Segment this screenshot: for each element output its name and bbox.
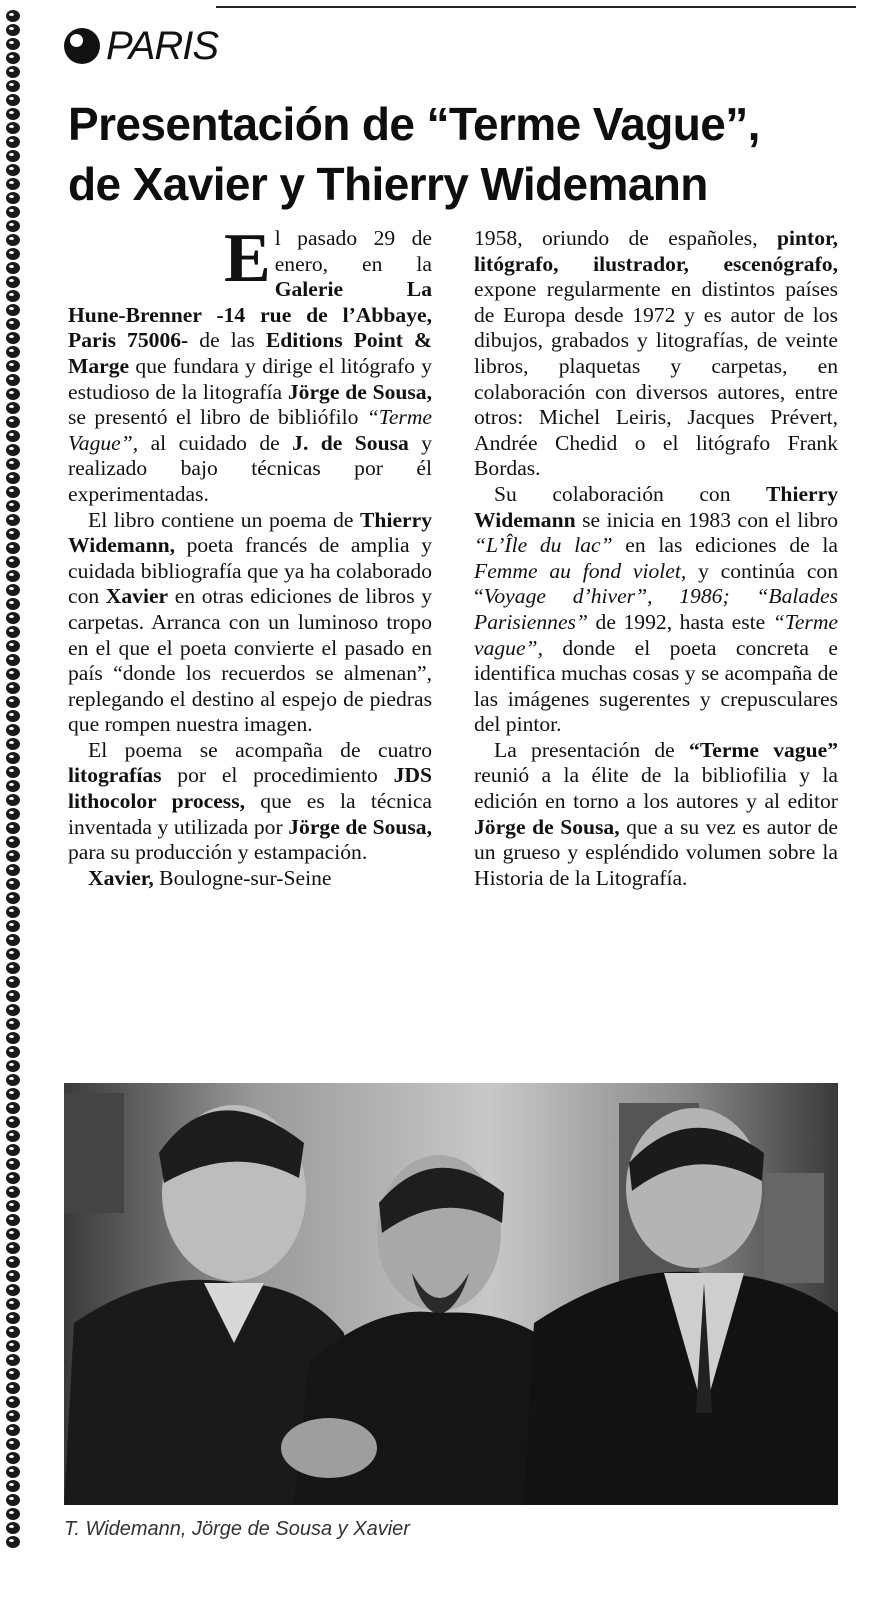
border-dot [6, 1004, 20, 1016]
border-dot [6, 374, 20, 386]
article-column-right [474, 226, 838, 891]
text-run: poeta francés de amplia y cuidada bibliografía que ya ha colaborado con [68, 533, 432, 609]
border-dot [6, 360, 20, 372]
border-dot [6, 696, 20, 708]
border-dot [6, 836, 20, 848]
border-dot [6, 626, 20, 638]
border-dot [6, 1452, 20, 1464]
border-dot [6, 850, 20, 862]
border-dot [6, 598, 20, 610]
border-dot [6, 976, 20, 988]
border-dot [6, 934, 20, 946]
border-dot [6, 1382, 20, 1394]
text-run: Galerie La Hune-Brenner -14 rue de l’Abbaye, Paris 75006- [68, 277, 432, 353]
text-run: Xavier [105, 584, 169, 609]
text-run: El poema se acompaña de cuatro [88, 737, 432, 762]
border-dot [6, 1032, 20, 1044]
text-run: que fundara y dirige el litógrafo y estudioso de la litografía [68, 353, 432, 404]
group-photo [64, 1083, 838, 1505]
section-label: PARIS [106, 23, 219, 68]
border-dot [6, 1536, 20, 1548]
text-run: reunió a la élite de la bibliofilia y la edición en torno a los autores y al editor [474, 763, 838, 814]
border-dot [6, 1158, 20, 1170]
text-run: en las ediciones de la [612, 533, 839, 558]
text-run: de 1992, hasta este [587, 609, 773, 634]
border-dot [6, 1340, 20, 1352]
border-dot [6, 1200, 20, 1212]
text-run: se presentó el libro de bibliófilo [68, 405, 367, 430]
border-dot [6, 570, 20, 582]
border-dot [6, 682, 20, 694]
border-dot [6, 402, 20, 414]
border-dot [6, 1088, 20, 1100]
border-dot [6, 1326, 20, 1338]
border-dot [6, 458, 20, 470]
border-dot [6, 1046, 20, 1058]
border-dot [6, 766, 20, 778]
text-run: l pasado 29 de enero, en la [274, 226, 432, 276]
border-dot [6, 52, 20, 64]
border-dot [6, 1368, 20, 1380]
border-dot [6, 920, 20, 932]
border-dot [6, 1424, 20, 1436]
border-dot [6, 738, 20, 750]
right-paragraph-3 [474, 738, 838, 892]
border-dot [6, 444, 20, 456]
circle-pie-icon [64, 28, 100, 64]
right-paragraph-2 [474, 482, 838, 738]
border-dot [6, 1410, 20, 1422]
border-dot [6, 948, 20, 960]
border-dot [6, 10, 20, 22]
border-dot [6, 346, 20, 358]
top-rule [216, 6, 856, 8]
border-dot [6, 752, 20, 764]
border-dot [6, 1466, 20, 1478]
border-dot [6, 990, 20, 1002]
border-dot [6, 192, 20, 204]
border-dot [6, 724, 20, 736]
border-dot [6, 1242, 20, 1254]
headline [68, 94, 858, 214]
border-dot [6, 1060, 20, 1072]
border-dot [6, 1256, 20, 1268]
border-dot [6, 794, 20, 806]
text-run: Thierry Widemann, [68, 507, 432, 558]
border-dot [6, 94, 20, 106]
border-dot [6, 304, 20, 316]
dotted-border [0, 0, 26, 1560]
border-dot [6, 1074, 20, 1086]
border-dot [6, 780, 20, 792]
border-dot [6, 1018, 20, 1030]
text-run: que a su vez es autor de un grueso y espléndido volumen sobre la Historia de la Litografía. [474, 814, 838, 890]
text-run: Boulogne-sur-Seine [153, 865, 332, 890]
text-run: Femme au fond violet, [474, 558, 687, 583]
border-dot [6, 234, 20, 246]
text-run: 1958, oriundo de españoles, [474, 226, 777, 250]
drop-cap: E [224, 220, 271, 297]
text-run: Thierry Widemann [474, 481, 838, 532]
text-run: en otras ediciones de libros y carpetas. Arranca con un luminoso tropo en el que el poeta convierte el pasado en país “donde los recuerdos se almenan”, replegando el destino al espejo de piedras que rompen nuestra imagen. [68, 584, 432, 737]
border-dot [6, 206, 20, 218]
text-run: “Terme vague” [689, 737, 838, 762]
border-dot [6, 668, 20, 680]
border-dot [6, 1214, 20, 1226]
border-dot [6, 808, 20, 820]
left-paragraph-3 [68, 738, 432, 866]
border-dot [6, 1284, 20, 1296]
border-dot [6, 1438, 20, 1450]
border-dot [6, 612, 20, 624]
border-dot [6, 640, 20, 652]
border-dot [6, 66, 20, 78]
text-run: y realizado bajo técnicas por él experimentadas. [68, 430, 432, 506]
text-run: “L’Île du lac” [474, 533, 613, 558]
border-dot [6, 556, 20, 568]
border-dot [6, 122, 20, 134]
text-run: se inicia en 1983 con el libro [575, 507, 838, 532]
border-dot [6, 1116, 20, 1128]
border-dot [6, 290, 20, 302]
text-run: Jörge de Sousa, [287, 379, 432, 404]
border-dot [6, 1480, 20, 1492]
border-dot [6, 892, 20, 904]
border-dot [6, 906, 20, 918]
border-dot [6, 1102, 20, 1114]
border-dot [6, 654, 20, 666]
text-run: al cuidado de [138, 430, 293, 455]
photo-caption: T. Widemann, Jörge de Sousa y Xavier [64, 1518, 410, 1540]
text-run: y continúa con “ [474, 558, 838, 609]
border-dot [6, 1172, 20, 1184]
border-dot [6, 1508, 20, 1520]
left-paragraph-2 [68, 508, 432, 738]
text-run: Editions Point & Marge [68, 328, 432, 378]
border-dot [6, 500, 20, 512]
text-run: La presentación de [494, 737, 690, 762]
text-run: “Terme Vague”, [68, 405, 432, 455]
border-dot [6, 1396, 20, 1408]
text-run: Xavier, [88, 865, 154, 890]
border-dot [6, 38, 20, 50]
text-run: por el procedimiento [161, 763, 394, 788]
border-dot [6, 1522, 20, 1534]
border-dot [6, 136, 20, 148]
border-dot [6, 1312, 20, 1324]
border-dot [6, 80, 20, 92]
border-dot [6, 318, 20, 330]
border-dot [6, 24, 20, 36]
text-run: El libro contiene un poema de [88, 507, 361, 532]
text-run: expone regularmente en distintos países de Europa desde 1972 y es autor de los dibujos, grabados y litografías, de veinte libros, plaquetas y carpetas, en colaboración con diversos autores, entre otros: Michel Leiris, Jacques Prévert, Andrée Chedid o el litógrafo Frank Bordas. [474, 277, 838, 481]
border-dot [6, 1130, 20, 1142]
text-run: “Terme vague”, [474, 609, 838, 660]
left-paragraph-4 [68, 866, 432, 892]
border-dot [6, 332, 20, 344]
border-dot [6, 416, 20, 428]
article-column-left [68, 220, 432, 891]
text-run: JDS lithocolor process, [68, 763, 432, 814]
headline-line-2: de Xavier y Thierry Widemann [68, 158, 708, 210]
border-dot [6, 710, 20, 722]
border-dot [6, 1494, 20, 1506]
text-run: J. de Sousa [292, 430, 409, 455]
border-dot [6, 430, 20, 442]
border-dot [6, 220, 20, 232]
border-dot [6, 1144, 20, 1156]
text-run: de las [188, 328, 266, 353]
border-dot [6, 822, 20, 834]
text-run: que es la técnica inventada y utilizada por [68, 789, 432, 839]
headline-line-1: Presentación de “Terme Vague”, [68, 98, 760, 150]
section-header [64, 22, 218, 70]
border-dot [6, 1354, 20, 1366]
border-dot [6, 584, 20, 596]
border-dot [6, 108, 20, 120]
border-dot [6, 276, 20, 288]
border-dot [6, 514, 20, 526]
text-run: pintor, litógrafo, ilustrador, escenógrafo, [474, 226, 838, 276]
text-run: Su colaboración con [494, 481, 767, 506]
border-dot [6, 472, 20, 484]
border-dot [6, 1228, 20, 1240]
left-paragraph-1 [68, 220, 432, 508]
border-dot [6, 962, 20, 974]
border-dot [6, 486, 20, 498]
text-run: Voyage d’hiver”, 1986; “Balades Parisiennes” [474, 584, 838, 634]
border-dot [6, 528, 20, 540]
text-run: donde el poeta concreta e identifica muchas cosas y se acompaña de las imágenes sugerentes y crepusculares del pintor. [474, 635, 838, 737]
border-dot [6, 878, 20, 890]
text-run: para su producción y estampación. [68, 840, 368, 865]
border-dot [6, 542, 20, 554]
border-dot [6, 388, 20, 400]
text-run: Jörge de Sousa, [288, 814, 432, 839]
border-dot [6, 248, 20, 260]
border-dot [6, 1298, 20, 1310]
border-dot [6, 178, 20, 190]
border-dot [6, 164, 20, 176]
right-paragraph-1 [474, 226, 838, 482]
border-dot [6, 864, 20, 876]
border-dot [6, 262, 20, 274]
text-run: litografías [68, 763, 162, 788]
border-dot [6, 150, 20, 162]
border-dot [6, 1270, 20, 1282]
border-dot [6, 1186, 20, 1198]
text-run: Jörge de Sousa, [474, 814, 620, 839]
